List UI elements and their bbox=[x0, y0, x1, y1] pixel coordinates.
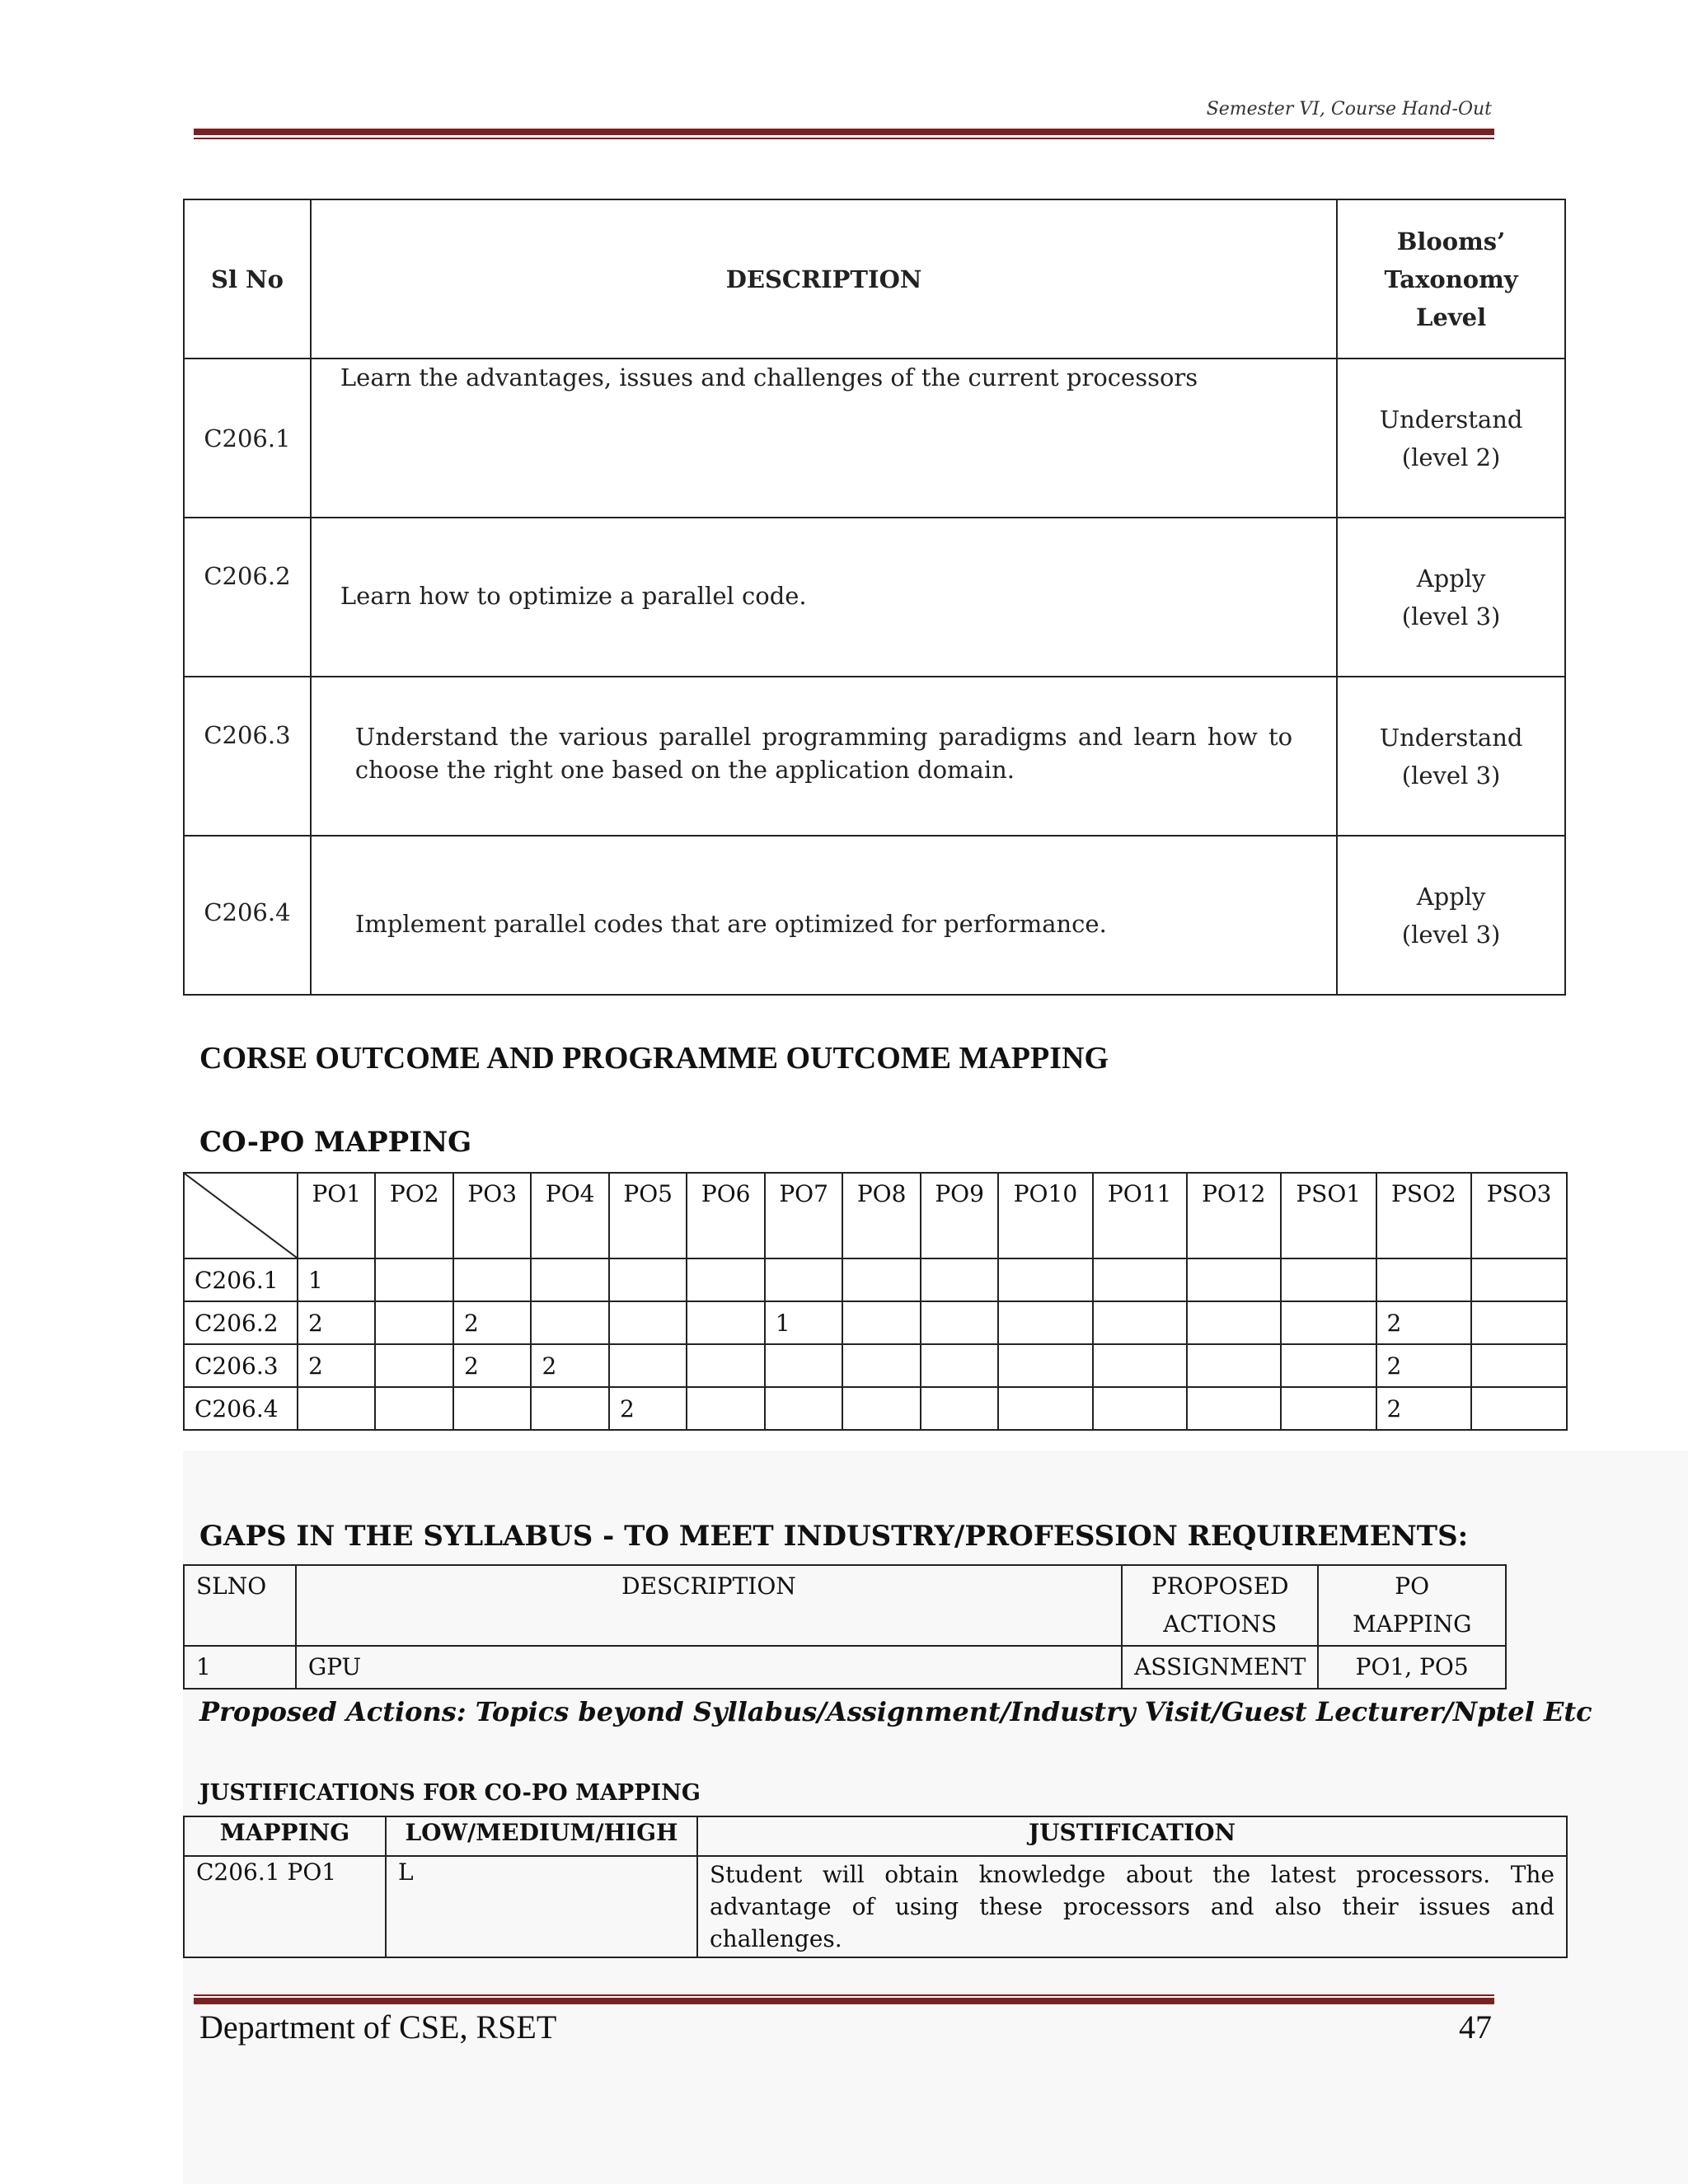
header-description: DESCRIPTION bbox=[296, 1565, 1122, 1646]
po-header: PSO3 bbox=[1471, 1173, 1567, 1258]
proposed-actions-note: Proposed Actions: Topics beyond Syllabus/Assignment/Industry Visit/Guest Lecturer/Nptel Etc bbox=[199, 1696, 1592, 1727]
mapping-cell bbox=[687, 1258, 764, 1301]
mapping-cell bbox=[1471, 1344, 1567, 1387]
co-code: C206.3 bbox=[184, 677, 311, 836]
header-po-mapping: PO MAPPING bbox=[1318, 1565, 1506, 1646]
mapping-cell: 2 bbox=[1376, 1387, 1472, 1430]
mapping-cell bbox=[1281, 1387, 1376, 1430]
mapping-cell bbox=[1187, 1387, 1281, 1430]
co-level: Apply (level 3) bbox=[1337, 518, 1565, 677]
justification-level: L bbox=[386, 1856, 697, 1957]
po-header: PO6 bbox=[687, 1173, 764, 1258]
header-proposed-actions: PROPOSED ACTIONS bbox=[1122, 1565, 1318, 1646]
header-mapping: MAPPING bbox=[184, 1816, 386, 1856]
mapping-cell: 1 bbox=[298, 1258, 375, 1301]
header-description: DESCRIPTION bbox=[311, 199, 1337, 359]
mapping-cell bbox=[687, 1344, 764, 1387]
table-row bbox=[184, 1258, 1567, 1301]
mapping-cell bbox=[609, 1301, 687, 1344]
table-header-row bbox=[184, 199, 1565, 359]
gap-slno: 1 bbox=[184, 1646, 296, 1689]
mapping-cell bbox=[921, 1258, 998, 1301]
justification-mapping: C206.1 PO1 bbox=[184, 1856, 386, 1957]
co-level: Understand (level 3) bbox=[1337, 677, 1565, 836]
po-header: PO12 bbox=[1187, 1173, 1281, 1258]
mapping-cell bbox=[921, 1387, 998, 1430]
table-row bbox=[184, 359, 1565, 518]
mapping-cell bbox=[998, 1258, 1092, 1301]
mapping-cell bbox=[765, 1387, 842, 1430]
gaps-table bbox=[183, 1564, 1507, 1690]
mapping-cell bbox=[842, 1258, 920, 1301]
gaps-header-row bbox=[184, 1565, 1506, 1646]
mapping-cell bbox=[375, 1387, 452, 1430]
corner-cell bbox=[184, 1173, 298, 1258]
copo-subtitle: CO-PO MAPPING bbox=[199, 1126, 472, 1159]
mapping-cell bbox=[1187, 1258, 1281, 1301]
mapping-cell bbox=[1471, 1301, 1567, 1344]
header-blooms-level: Blooms’ Taxonomy Level bbox=[1337, 199, 1565, 359]
header-sl-no: Sl No bbox=[184, 199, 311, 359]
footer-department: Department of CSE, RSET bbox=[199, 2008, 557, 2046]
table-row bbox=[184, 1646, 1506, 1689]
table-row bbox=[184, 836, 1565, 995]
po-header: PO1 bbox=[298, 1173, 375, 1258]
header-justification: JUSTIFICATION bbox=[697, 1816, 1567, 1856]
mapping-cell bbox=[921, 1344, 998, 1387]
table-row bbox=[184, 1387, 1567, 1430]
co-level: Understand (level 2) bbox=[1337, 359, 1565, 518]
mapping-cell bbox=[687, 1387, 764, 1430]
footer-rule bbox=[194, 1998, 1494, 2004]
mapping-cell: 2 bbox=[453, 1344, 531, 1387]
gap-action: ASSIGNMENT bbox=[1122, 1646, 1318, 1689]
mapping-cell bbox=[453, 1258, 531, 1301]
table-row bbox=[184, 1344, 1567, 1387]
footer-rule-thin bbox=[194, 1994, 1494, 1996]
mapping-cell bbox=[453, 1387, 531, 1430]
table-row bbox=[184, 1856, 1567, 1957]
copo-mapping-table bbox=[183, 1172, 1568, 1431]
row-code: C206.2 bbox=[184, 1301, 298, 1344]
mapping-cell bbox=[375, 1301, 452, 1344]
mapping-cell bbox=[375, 1344, 452, 1387]
mapping-cell bbox=[921, 1301, 998, 1344]
po-header: PO3 bbox=[453, 1173, 531, 1258]
co-description: Implement parallel codes that are optimized for performance. bbox=[354, 910, 1107, 938]
mapping-cell bbox=[842, 1301, 920, 1344]
header-rule-thin bbox=[194, 138, 1494, 139]
mapping-cell: 2 bbox=[531, 1344, 608, 1387]
po-header: PO8 bbox=[842, 1173, 920, 1258]
table-row bbox=[184, 518, 1565, 677]
gaps-title: GAPS IN THE SYLLABUS - TO MEET INDUSTRY/PROFESSION REQUIREMENTS: bbox=[199, 1520, 1469, 1553]
mapping-cell: 1 bbox=[765, 1301, 842, 1344]
mapping-cell bbox=[1281, 1344, 1376, 1387]
po-header: PO11 bbox=[1093, 1173, 1187, 1258]
mapping-cell bbox=[1281, 1258, 1376, 1301]
mapping-cell bbox=[1093, 1344, 1187, 1387]
mapping-cell bbox=[765, 1258, 842, 1301]
justification-table bbox=[183, 1816, 1568, 1958]
gap-po: PO1, PO5 bbox=[1318, 1646, 1506, 1689]
mapping-cell bbox=[998, 1387, 1092, 1430]
co-description: Learn the advantages, issues and challenges of the current processors bbox=[340, 363, 1198, 391]
mapping-cell bbox=[531, 1301, 608, 1344]
co-description: Learn how to optimize a parallel code. bbox=[340, 582, 807, 610]
justifications-title: JUSTIFICATIONS FOR CO-PO MAPPING bbox=[199, 1780, 701, 1806]
co-description-cell bbox=[311, 836, 1337, 995]
mapping-cell: 2 bbox=[1376, 1301, 1472, 1344]
co-level: Apply (level 3) bbox=[1337, 836, 1565, 995]
mapping-cell: 2 bbox=[609, 1387, 687, 1430]
mapping-cell bbox=[998, 1301, 1092, 1344]
mapping-cell bbox=[298, 1387, 375, 1430]
header-title: Semester VI, Course Hand-Out bbox=[1206, 99, 1492, 120]
mapping-cell bbox=[609, 1344, 687, 1387]
po-header: PO9 bbox=[921, 1173, 998, 1258]
co-code: C206.1 bbox=[184, 359, 311, 518]
header-level: LOW/MEDIUM/HIGH bbox=[386, 1816, 697, 1856]
justification-header-row bbox=[184, 1816, 1567, 1856]
mapping-cell bbox=[998, 1344, 1092, 1387]
co-description-cell bbox=[311, 677, 1337, 836]
po-header: PO5 bbox=[609, 1173, 687, 1258]
po-header: PO10 bbox=[998, 1173, 1092, 1258]
co-code: C206.2 bbox=[184, 518, 311, 677]
mapping-cell bbox=[1093, 1301, 1187, 1344]
mapping-cell bbox=[531, 1387, 608, 1430]
co-description-cell bbox=[311, 359, 1337, 518]
po-header: PO4 bbox=[531, 1173, 608, 1258]
table-row bbox=[184, 1301, 1567, 1344]
mapping-cell bbox=[687, 1301, 764, 1344]
mapping-cell bbox=[531, 1258, 608, 1301]
mapping-cell bbox=[1281, 1301, 1376, 1344]
po-header: PO2 bbox=[375, 1173, 452, 1258]
diagonal-line-icon bbox=[185, 1174, 297, 1258]
mapping-cell bbox=[375, 1258, 452, 1301]
row-code: C206.3 bbox=[184, 1344, 298, 1387]
gap-description: GPU bbox=[296, 1646, 1122, 1689]
table-row bbox=[184, 677, 1565, 836]
mapping-cell bbox=[1093, 1387, 1187, 1430]
co-description: Understand the various parallel programming paradigms and learn how to choose the right one based on the application domain. bbox=[354, 723, 1293, 784]
po-header: PSO2 bbox=[1376, 1173, 1472, 1258]
co-code: C206.4 bbox=[184, 836, 311, 995]
mapping-cell bbox=[609, 1258, 687, 1301]
mapping-cell bbox=[765, 1344, 842, 1387]
mapping-cell bbox=[1187, 1344, 1281, 1387]
mapping-cell bbox=[1471, 1258, 1567, 1301]
page-number: 47 bbox=[1459, 2008, 1492, 2046]
po-header: PSO1 bbox=[1281, 1173, 1376, 1258]
mapping-cell: 2 bbox=[298, 1301, 375, 1344]
mapping-cell bbox=[1471, 1387, 1567, 1430]
mapping-cell: 2 bbox=[1376, 1344, 1472, 1387]
section-title: CORSE OUTCOME AND PROGRAMME OUTCOME MAPPING bbox=[199, 1041, 1109, 1076]
mapping-cell bbox=[842, 1387, 920, 1430]
mapping-cell: 2 bbox=[298, 1344, 375, 1387]
mapping-cell bbox=[1093, 1258, 1187, 1301]
justification-text: Student will obtain knowledge about the latest processors. The advantage of using these processors and also their issues and challenges. bbox=[697, 1856, 1567, 1957]
row-code: C206.4 bbox=[184, 1387, 298, 1430]
co-description-cell bbox=[311, 518, 1337, 677]
copo-header-row bbox=[184, 1173, 1567, 1258]
row-code: C206.1 bbox=[184, 1258, 298, 1301]
mapping-cell bbox=[842, 1344, 920, 1387]
mapping-cell bbox=[1187, 1301, 1281, 1344]
mapping-cell: 2 bbox=[453, 1301, 531, 1344]
mapping-cell bbox=[1376, 1258, 1472, 1301]
po-header: PO7 bbox=[765, 1173, 842, 1258]
header-rule bbox=[194, 129, 1494, 135]
course-outcome-table bbox=[183, 199, 1566, 996]
header-slno: SLNO bbox=[184, 1565, 296, 1646]
